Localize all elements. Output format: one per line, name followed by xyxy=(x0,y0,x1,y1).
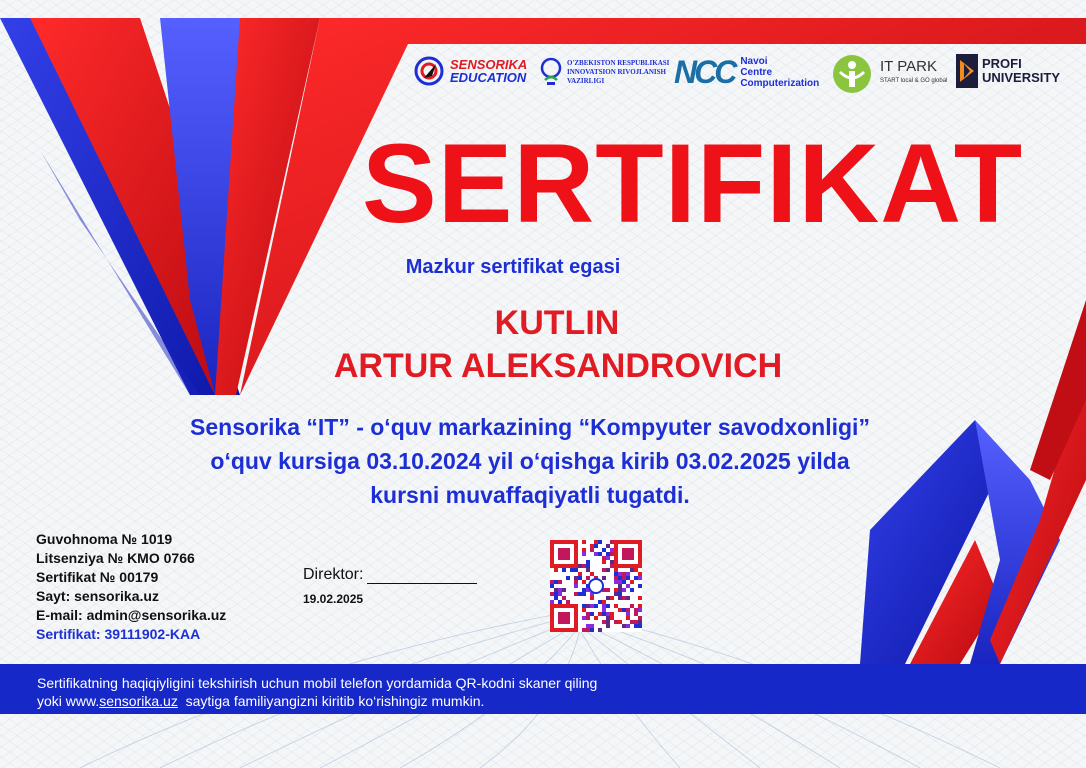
qr-module xyxy=(618,592,622,596)
holder-surname: KUTLIN xyxy=(494,304,620,342)
qr-module xyxy=(634,568,638,572)
qr-module xyxy=(610,596,614,600)
qr-module xyxy=(602,600,606,604)
qr-module xyxy=(606,568,610,572)
qr-module xyxy=(626,576,630,580)
qr-module xyxy=(618,584,622,588)
qr-module xyxy=(602,548,606,552)
qr-module xyxy=(586,560,590,564)
qr-module xyxy=(586,612,590,616)
certificate-number: Sertifikat № 00179 xyxy=(36,569,159,585)
qr-module xyxy=(554,596,558,600)
qr-module xyxy=(602,604,606,608)
qr-module xyxy=(562,568,566,572)
partner-logos xyxy=(412,52,1077,100)
website: Sayt: sensorika.uz xyxy=(36,588,159,604)
qr-module xyxy=(610,560,614,564)
sensorika-logo-line1: SENSORIKA xyxy=(450,57,528,72)
qr-module xyxy=(586,604,590,608)
qr-module xyxy=(626,572,630,576)
sensorika-education-logo xyxy=(412,54,527,88)
qr-module xyxy=(610,540,614,544)
qr-module xyxy=(582,628,586,632)
qr-finder-center xyxy=(558,548,570,560)
qr-module xyxy=(566,600,570,604)
qr-center-logo xyxy=(589,579,603,593)
qr-module xyxy=(618,580,622,584)
footer-line-2 xyxy=(37,692,597,710)
qr-module xyxy=(594,540,598,544)
qr-module xyxy=(578,576,582,580)
qr-module xyxy=(590,628,594,632)
footer-line-1: Sertifikatning haqiqiyligini tekshirish uchun mobil telefon yordamida QR-kodni skaner qiling xyxy=(37,675,598,691)
guvohnoma-number: Guvohnoma № 1019 xyxy=(36,531,173,547)
qr-module xyxy=(614,592,618,596)
it-park-logo xyxy=(832,54,947,94)
license-number: Litsenziya № KMO 0766 xyxy=(36,550,195,566)
qr-module xyxy=(590,612,594,616)
email: E-mail: admin@sensorika.uz xyxy=(36,607,227,623)
qr-module xyxy=(610,552,614,556)
qr-code[interactable] xyxy=(550,540,642,632)
qr-module xyxy=(634,608,638,612)
qr-module xyxy=(622,572,626,576)
qr-module xyxy=(606,612,610,616)
qr-module xyxy=(558,588,562,592)
qr-module xyxy=(574,584,578,588)
qr-module xyxy=(606,596,610,600)
qr-module xyxy=(590,572,594,576)
profi-emblem-icon xyxy=(956,54,978,88)
qr-module xyxy=(638,572,642,576)
qr-module xyxy=(582,588,586,592)
qr-finder-center xyxy=(622,548,634,560)
qr-module xyxy=(590,544,594,548)
qr-module xyxy=(586,628,590,632)
qr-module xyxy=(558,600,562,604)
qr-module xyxy=(634,612,638,616)
qr-module xyxy=(582,616,586,620)
qr-module xyxy=(578,592,582,596)
qr-module xyxy=(606,624,610,628)
qr-finder-center xyxy=(558,612,570,624)
footer-prefix: yoki www. xyxy=(37,693,100,709)
qr-module xyxy=(582,592,586,596)
qr-module xyxy=(618,608,622,612)
qr-module xyxy=(622,588,626,592)
certificate-id: Sertifikat: 39111902-KAA xyxy=(36,626,201,642)
lightbulb-icon xyxy=(538,56,564,88)
qr-module xyxy=(582,580,586,584)
it-park-title: IT PARK xyxy=(880,58,937,75)
ministry-line-3: VAZIRLIGI xyxy=(567,76,605,85)
qr-module xyxy=(594,616,598,620)
qr-module xyxy=(630,620,634,624)
qr-module xyxy=(606,616,610,620)
qr-module xyxy=(606,544,610,548)
qr-module xyxy=(638,624,642,628)
qr-module xyxy=(578,564,582,568)
qr-module xyxy=(574,576,578,580)
qr-module xyxy=(618,588,622,592)
qr-module xyxy=(590,548,594,552)
qr-module xyxy=(630,580,634,584)
qr-module xyxy=(618,572,622,576)
qr-module xyxy=(606,556,610,560)
ministry-line-2: INNOVATSION RIVOJLANISH xyxy=(567,67,666,76)
issue-date: 19.02.2025 xyxy=(303,592,364,606)
qr-module xyxy=(614,568,618,572)
qr-module xyxy=(606,588,610,592)
qr-module xyxy=(558,580,562,584)
qr-module xyxy=(634,576,638,580)
qr-module xyxy=(634,624,638,628)
qr-module xyxy=(574,592,578,596)
navoi-centre-logo xyxy=(674,54,819,91)
qr-module xyxy=(638,576,642,580)
qr-module xyxy=(574,580,578,584)
qr-module xyxy=(582,608,586,612)
navoi-line-2: Centre xyxy=(740,67,773,78)
navoi-line-3: Computerization xyxy=(740,78,820,89)
qr-module xyxy=(618,576,622,580)
director-label: Direktor: xyxy=(303,566,364,583)
qr-module xyxy=(610,612,614,616)
profi-university-logo xyxy=(956,54,1060,88)
qr-module xyxy=(586,576,590,580)
ministry-line-1: O'ZBEKISTON RESPUBLIKASI xyxy=(567,58,670,67)
qr-module xyxy=(634,620,638,624)
qr-module xyxy=(598,600,602,604)
qr-module xyxy=(594,604,598,608)
qr-module xyxy=(594,552,598,556)
qr-module xyxy=(602,576,606,580)
qr-module xyxy=(614,572,618,576)
qr-module xyxy=(586,564,590,568)
qr-module xyxy=(638,596,642,600)
qr-module xyxy=(614,620,618,624)
profi-line-2: UNIVERSITY xyxy=(982,70,1061,85)
footer-website-link[interactable]: sensorika.uz xyxy=(99,693,178,709)
ncc-mark: NCC xyxy=(674,54,735,90)
footer-text xyxy=(37,674,597,710)
qr-module xyxy=(626,584,630,588)
qr-module xyxy=(582,552,586,556)
qr-module xyxy=(582,540,586,544)
qr-module xyxy=(610,616,614,620)
qr-module xyxy=(590,604,594,608)
certificate-subtitle: Mazkur sertifikat egasi xyxy=(405,256,621,278)
certificate-body xyxy=(90,410,970,512)
qr-module xyxy=(622,580,626,584)
qr-module xyxy=(602,612,606,616)
qr-module xyxy=(626,596,630,600)
sensorika-emblem-icon xyxy=(412,54,446,88)
qr-module xyxy=(602,620,606,624)
qr-module xyxy=(618,596,622,600)
qr-module xyxy=(586,616,590,620)
qr-module xyxy=(550,580,554,584)
qr-module xyxy=(626,616,630,620)
qr-module xyxy=(630,588,634,592)
qr-module xyxy=(598,540,602,544)
qr-module xyxy=(638,608,642,612)
qr-module xyxy=(622,624,626,628)
qr-module xyxy=(606,620,610,624)
qr-module xyxy=(554,588,558,592)
qr-module xyxy=(586,568,590,572)
qr-module xyxy=(638,604,642,608)
body-line-3: kursni muvaffaqiyatli tugatdi. xyxy=(370,482,690,508)
qr-module xyxy=(586,624,590,628)
footer-suffix: saytiga familiyangizni kiritib ko‘rishingiz mumkin. xyxy=(177,693,485,709)
director-signature xyxy=(303,566,477,584)
qr-module xyxy=(630,568,634,572)
qr-module xyxy=(582,564,586,568)
qr-module xyxy=(562,596,566,600)
qr-module xyxy=(602,560,606,564)
profi-line-1: PROFI xyxy=(982,56,1022,71)
qr-module xyxy=(582,604,586,608)
qr-module xyxy=(626,612,630,616)
qr-module xyxy=(598,612,602,616)
qr-module xyxy=(602,556,606,560)
qr-module xyxy=(638,616,642,620)
qr-module xyxy=(598,628,602,632)
it-park-tagline: START local & GO global xyxy=(880,78,948,84)
qr-module xyxy=(566,576,570,580)
qr-module xyxy=(610,548,614,552)
qr-module xyxy=(590,624,594,628)
qr-module xyxy=(606,552,610,556)
qr-module xyxy=(574,568,578,572)
qr-module xyxy=(582,548,586,552)
qr-module xyxy=(554,592,558,596)
qr-module xyxy=(618,620,622,624)
qr-module xyxy=(630,604,634,608)
qr-module xyxy=(610,564,614,568)
qr-module xyxy=(614,588,618,592)
it-park-emblem-icon xyxy=(832,54,872,94)
signature-line xyxy=(367,567,477,584)
qr-module xyxy=(578,572,582,576)
qr-module xyxy=(558,592,562,596)
qr-module xyxy=(598,552,602,556)
qr-module xyxy=(606,604,610,608)
qr-module xyxy=(594,544,598,548)
qr-module xyxy=(622,608,626,612)
qr-module xyxy=(626,608,630,612)
qr-module xyxy=(554,580,558,584)
qr-module xyxy=(638,584,642,588)
qr-module xyxy=(638,620,642,624)
qr-module xyxy=(614,576,618,580)
qr-module xyxy=(562,588,566,592)
qr-module xyxy=(570,568,574,572)
sensorika-logo-line2: EDUCATION xyxy=(450,70,527,85)
qr-module xyxy=(622,576,626,580)
qr-module xyxy=(590,596,594,600)
organization-info xyxy=(36,530,226,644)
innovation-ministry-logo xyxy=(538,56,669,88)
holder-given-names: ARTUR ALEKSANDROVICH xyxy=(333,347,783,385)
qr-module xyxy=(602,568,606,572)
qr-module xyxy=(622,596,626,600)
qr-module xyxy=(602,608,606,612)
navoi-line-1: Navoi xyxy=(740,56,768,67)
qr-module xyxy=(550,584,554,588)
body-line-2: o‘quv kursiga 03.10.2024 yil o‘qishga kirib 03.02.2025 yilda xyxy=(210,448,850,474)
qr-module xyxy=(614,580,618,584)
qr-module xyxy=(554,568,558,572)
qr-module xyxy=(614,604,618,608)
qr-module xyxy=(550,592,554,596)
body-line-1: Sensorika “IT” - o‘quv markazining “Kompyuter savodxonligi” xyxy=(190,414,870,440)
qr-module xyxy=(550,600,554,604)
certificate-title: SERTIFIKAT xyxy=(362,121,1024,246)
qr-module xyxy=(626,624,630,628)
